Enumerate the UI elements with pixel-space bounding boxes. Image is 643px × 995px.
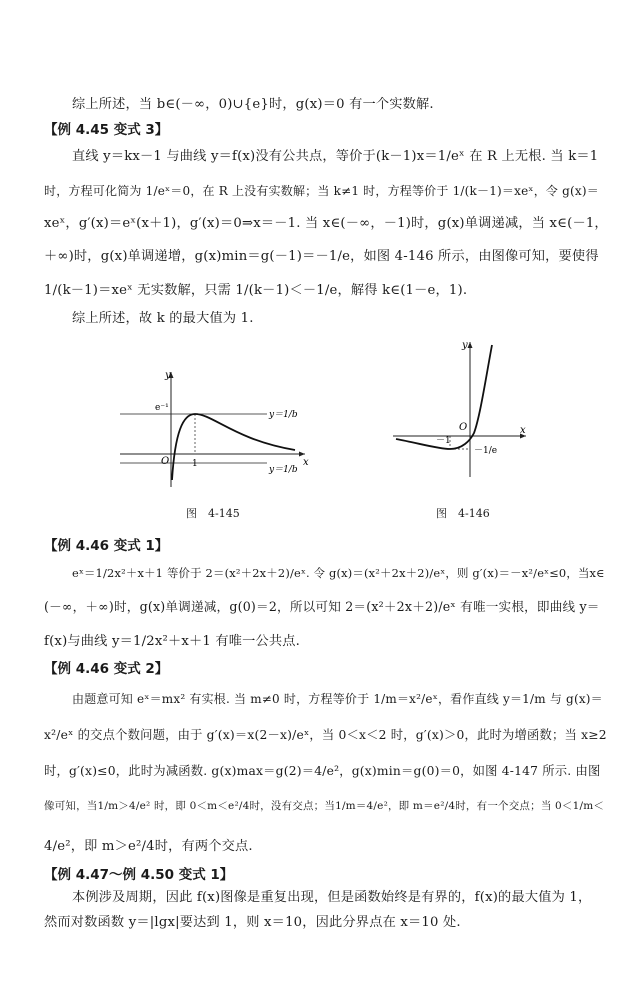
- text-line: ＋∞)时，g(x)单调递增，g(x)min＝g(－1)＝－1/e，如图 4-146 所示，由图像可知，要使得: [44, 249, 599, 264]
- figure-4-145-graph: [115, 362, 315, 492]
- x-axis-label: x: [520, 425, 526, 436]
- origin-label: O: [161, 456, 170, 467]
- y-axis-label: y: [462, 340, 468, 351]
- text-line: 4/e²，即 m＞e²/4时，有两个交点.: [44, 839, 253, 854]
- text-line: eˣ＝1/2x²＋x＋1 等价于 2＝(x²＋2x＋2)/eˣ. 令 g(x)＝(x²＋2x＋2)/eˣ，则 g′(x)＝－x²/eˣ≤0，当x∈: [72, 566, 605, 580]
- lower-line-label: y＝1/b: [269, 465, 298, 475]
- section-heading: 【例 4.45 变式 3】: [44, 122, 169, 138]
- figure-4-146: [388, 337, 538, 520]
- text-line: (－∞，＋∞)时，g(x)单调递减，g(0)＝2，所以可知 2＝(x²＋2x＋2)/eˣ 有唯一实根，即曲线 y＝: [44, 599, 600, 614]
- text-line: 时，g′(x)≤0，此时为减函数. g(x)max＝g(2)＝4/e²，g(x)min＝g(0)＝0，如图 4-147 所示. 由图: [44, 764, 601, 778]
- y-axis-arrow: [468, 342, 473, 348]
- peak-value-label: e⁻¹: [155, 403, 169, 413]
- figure-4-145: [115, 362, 315, 520]
- x-axis-label: x: [303, 457, 309, 468]
- text-line: 由题意可知 eˣ＝mx² 有实根. 当 m≠0 时，方程等价于 1/m＝x²/eˣ，看作直线 y＝1/m 与 g(x)＝: [72, 692, 603, 706]
- text-line: 综上所述，当 b∈(－∞，0)∪{e}时，g(x)＝0 有一个实数解.: [72, 97, 434, 112]
- figure-4-146-graph: [388, 337, 538, 487]
- text-line: f(x)与曲线 y＝1/2x²＋x＋1 有唯一公共点.: [44, 634, 301, 649]
- function-curve: [396, 345, 492, 449]
- origin-label: O: [459, 422, 468, 433]
- x-axis-arrow: [299, 452, 305, 457]
- x-tick-label: 1: [192, 459, 198, 469]
- figure-4-146-caption: 图 4-146: [436, 507, 490, 520]
- min-value-label: －1/e: [474, 446, 498, 456]
- text-line: 直线 y＝kx－1 与曲线 y＝f(x)没有公共点，等价于(k－1)x＝1/eˣ 在 R 上无根. 当 k＝1: [72, 149, 599, 164]
- section-heading: 【例 4.47～例 4.50 变式 1】: [44, 867, 234, 883]
- section-heading: 【例 4.46 变式 1】: [44, 538, 169, 554]
- x-tick-label: －1: [436, 436, 451, 446]
- text-line: xeˣ，g′(x)＝eˣ(x＋1)，g′(x)＝0⇒x＝－1. 当 x∈(－∞，－1)时，g(x)单调递减，当 x∈(－1，: [44, 216, 608, 231]
- section-heading: 【例 4.46 变式 2】: [44, 661, 169, 677]
- text-line: 综上所述，故 k 的最大值为 1.: [72, 311, 254, 326]
- text-line: 然而对数函数 y＝|lgx|要达到 1，则 x＝10，因此分界点在 x＝10 处.: [44, 915, 461, 930]
- y-axis-label: y: [165, 370, 171, 381]
- text-line: 时，方程可化简为 1/eˣ＝0，在 R 上没有实数解；当 k≠1 时，方程等价于 1/(k－1)＝xeˣ，令 g(x)＝: [44, 184, 599, 198]
- text-line: 像可知，当1/m＞4/e² 时，即 0＜m＜e²/4时，没有交点；当1/m＝4/e²，即 m＝e²/4时，有一个交点；当 0＜1/m＜: [44, 800, 605, 812]
- text-line: 本例涉及周期，因此 f(x)图像是重复出现，但是函数始终是有界的，f(x)的最大值为 1，: [72, 890, 592, 905]
- text-line: 1/(k－1)＝xeˣ 无实数解，只需 1/(k－1)＜－1/e，解得 k∈(1－e，1).: [44, 283, 468, 298]
- text-line: x²/eˣ 的交点个数问题，由于 g′(x)＝x(2－x)/eˣ，当 0＜x＜2 时，g′(x)＞0，此时为增函数；当 x≥2: [44, 728, 607, 742]
- upper-line-label: y＝1/b: [269, 410, 298, 420]
- figure-4-145-caption: 图 4-145: [186, 507, 240, 520]
